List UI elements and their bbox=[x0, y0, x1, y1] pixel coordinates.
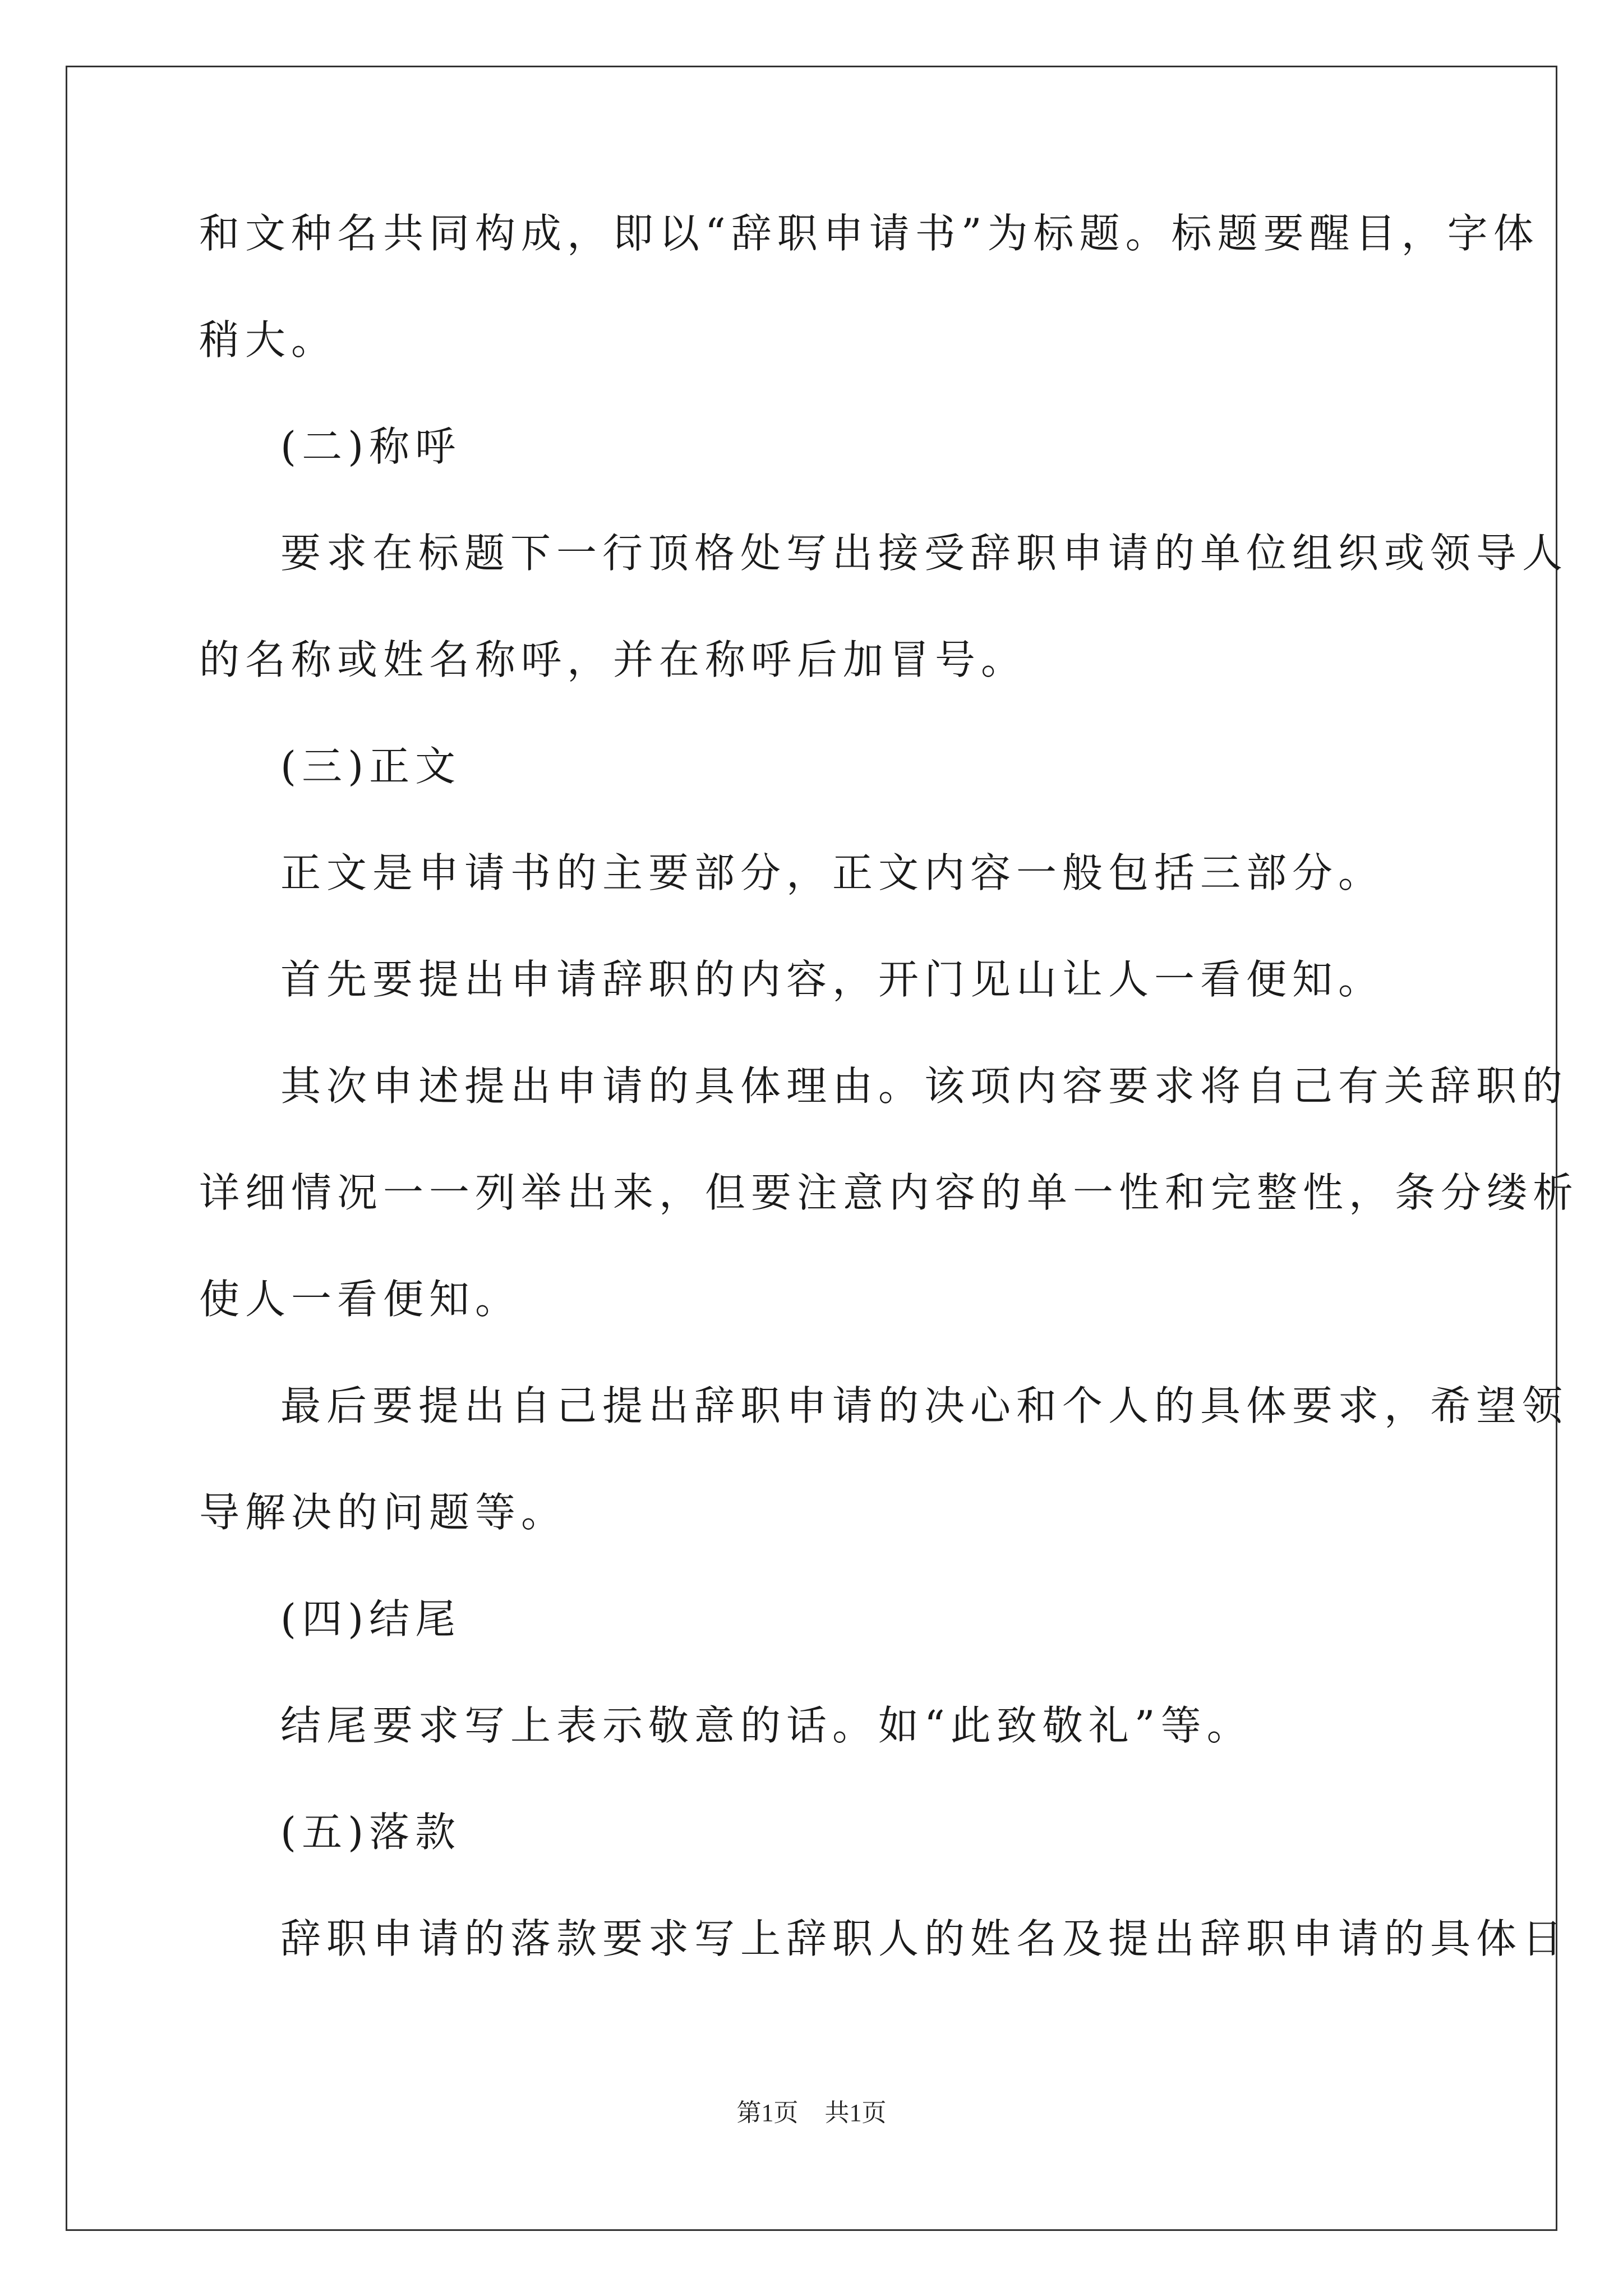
text-line: 结尾要求写上表示敬意的话。如“此致敬礼”等。 bbox=[280, 1702, 1253, 1749]
document-body bbox=[199, 210, 1579, 2025]
text-line: 的名称或姓名称呼，并在称呼后加冒号。 bbox=[199, 636, 1027, 683]
text-line: 使人一看便知。 bbox=[199, 1276, 522, 1323]
page-number: 第1页 bbox=[736, 2099, 799, 2127]
section-heading: (三)正文 bbox=[280, 743, 462, 790]
text-line: 辞职申请的落款要求写上辞职人的姓名及提出辞职申请的具体日 bbox=[280, 1915, 1569, 1962]
page-footer bbox=[0, 2092, 1623, 2128]
page-total: 共1页 bbox=[824, 2099, 887, 2127]
text-line: 最后要提出自己提出辞职申请的决心和个人的具体要求，希望领 bbox=[280, 1382, 1569, 1429]
text-line: 要求在标题下一行顶格处写出接受辞职申请的单位组织或领导人 bbox=[280, 530, 1569, 577]
text-line: 和文种名共同构成，即以“辞职申请书”为标题。标题要醒目，字体 bbox=[199, 210, 1539, 257]
section-heading: (二)称呼 bbox=[280, 423, 462, 470]
text-line: 首先要提出申请辞职的内容，开门见山让人一看便知。 bbox=[280, 956, 1385, 1003]
text-line: 详细情况一一列举出来，但要注意内容的单一性和完整性，条分缕析 bbox=[199, 1169, 1579, 1216]
text-line: 导解决的问题等。 bbox=[199, 1489, 568, 1536]
text-line: 其次申述提出申请的具体理由。该项内容要求将自己有关辞职的 bbox=[280, 1062, 1569, 1110]
section-heading: (五)落款 bbox=[280, 1809, 462, 1856]
section-heading: (四)结尾 bbox=[280, 1595, 462, 1642]
text-line: 正文是申请书的主要部分，正文内容一般包括三部分。 bbox=[280, 849, 1385, 896]
text-line: 稍大。 bbox=[199, 316, 338, 364]
